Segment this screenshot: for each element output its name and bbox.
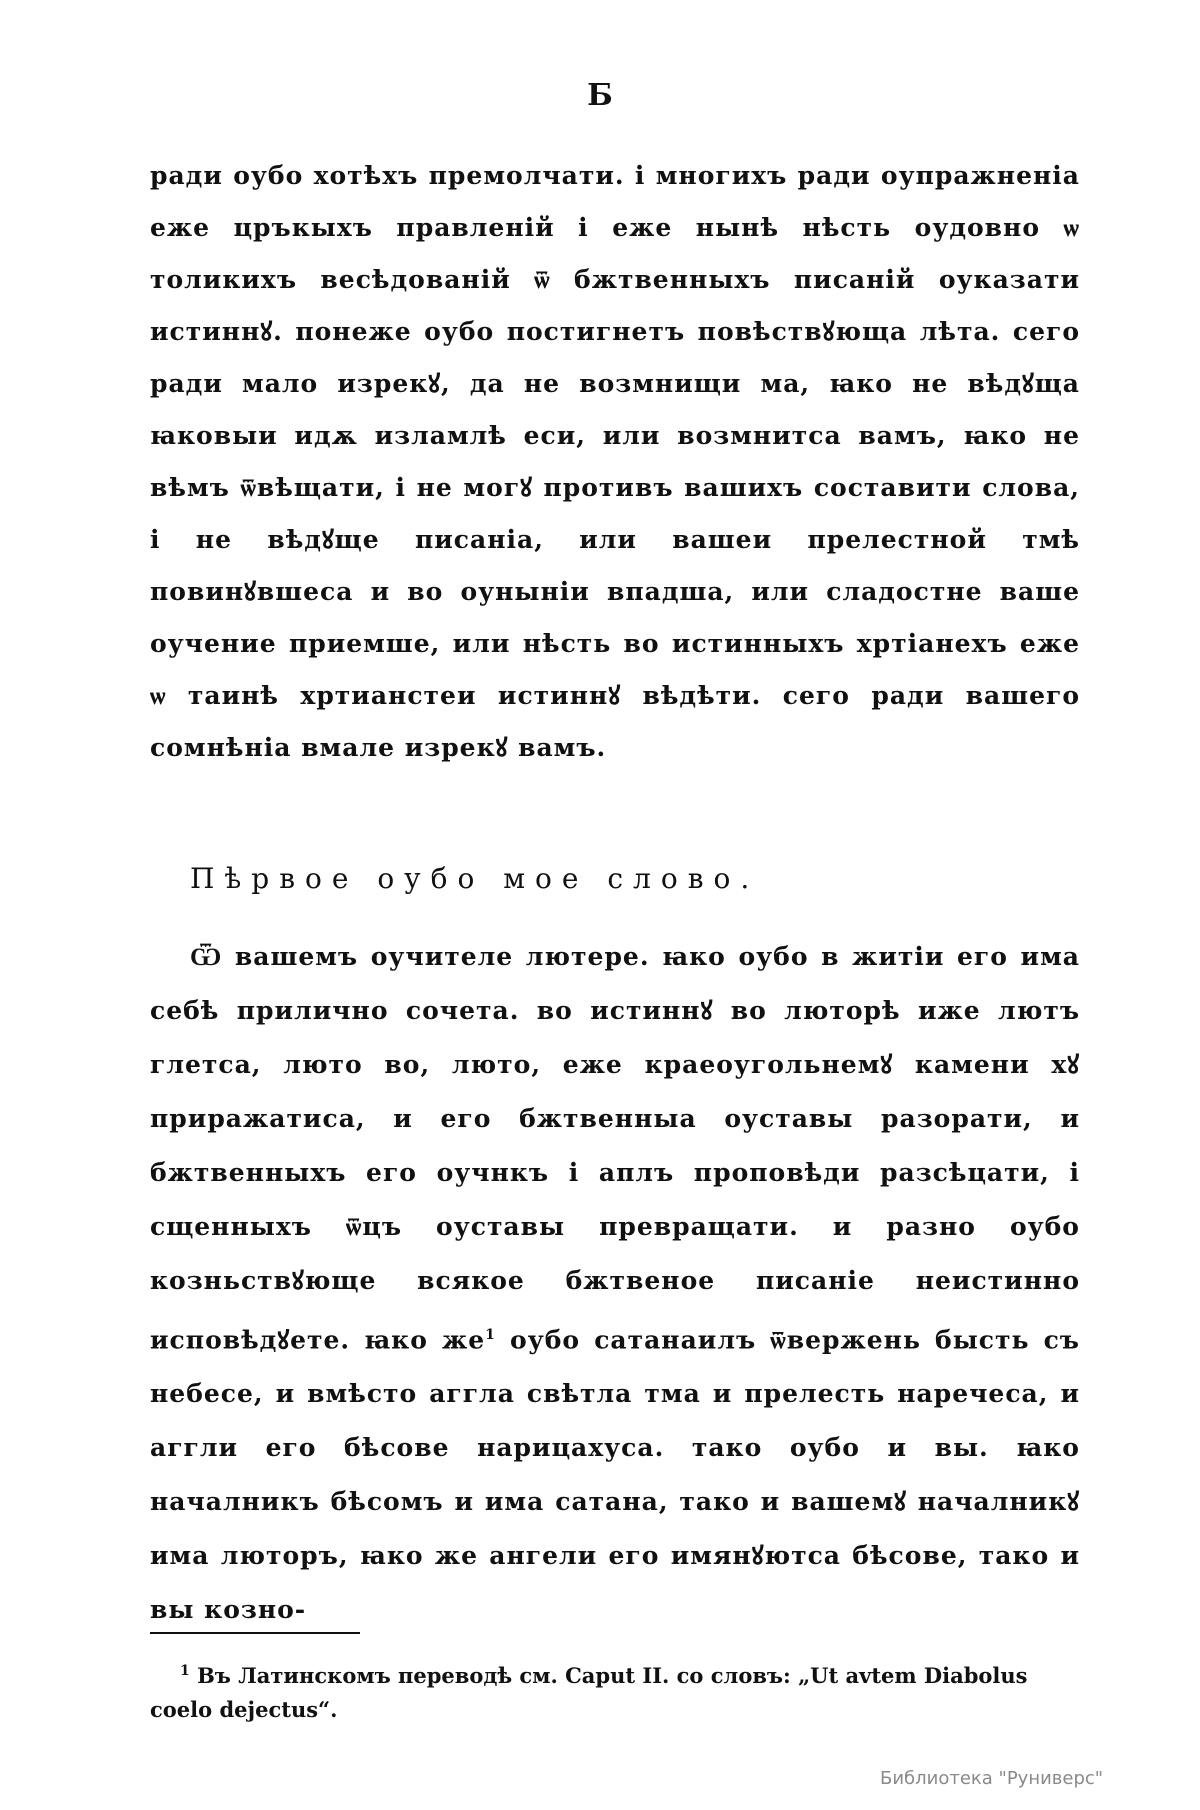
paragraph-2-text: Ѿ вашемъ оучителе лютере. ꙗко оубо в житіи его има себѣ прилично сочета. во истиннꙋ во люторѣ иже лютъ глетса, люто во, люто, еже краеоугольнемꙋ камени хꙋ приражатиса, и его бжтвенныа оуставы разорати, и бжтвенныхъ его оучнкъ і аплъ проповѣди разсѣцати, і сщенныхъ ѿцъ оуставы превращати. и разно оубо козньствꙋюще всякое бжтвеное писаніе неистинно исповѣдꙋете. ꙗко же [150, 942, 1080, 1355]
body-paragraph-2 [150, 930, 1080, 1637]
section-heading: Пѣрвое оубо мое слово. [190, 862, 760, 895]
footnote-marker: 1 [180, 1663, 190, 1679]
footnote [150, 1654, 1080, 1727]
library-watermark: Библиотека "Руниверс" [880, 1768, 1104, 1789]
body-paragraph-1: ради оубо хотѣхъ премолчати. і многихъ ради оупражненіа еже цръкыхъ правленій і еже нынѣ нѣсть оудовно ѡ толикихъ весѣдованій ѿ бжтвенныхъ писаній оуказати истиннꙋ. понеже оубо постигнетъ повѣствꙋюща лѣта. сего ради мало изрекꙋ, да не возмнищи ма, ꙗко не вѣдꙋща ꙗковыи идѫ изламлѣ еси, или возмнитса вамъ, ꙗко не вѣмъ ѿвѣщати, і не могꙋ противъ вашихъ составити слова, і не вѣдꙋще писаніа, или вашеи прелестной тмѣ повинꙋвшеса и во оуныніи впадша, или сладостне ваше оучение приемше, или нѣсть во истинныхъ хртіанехъ еже ѡ таинѣ хртианстеи истиннꙋ вѣдѣти. сего ради вашего сомнѣніа вмале изрекꙋ вамъ. [150, 161, 1080, 762]
footnote-reference: 1 [485, 1327, 496, 1343]
page-number: Б [587, 78, 613, 113]
footnote-text: Въ Латинскомъ переводѣ см. Caput II. со словъ: „Ut avtem Diabolus coelo dejectus“. [150, 1663, 1028, 1722]
paragraph-2-continued-text: оубо сатанаилъ ѿвержень бысть съ небесе, и вмѣсто аггла свѣтла тма и прелесть наречеса, и аггли его бѣсове нарицахуса. тако оубо и вы. ꙗко началникъ бѣсомъ и има сатана, тако и вашемꙋ началникꙋ има люторъ, ꙗко же ангели его имянꙋютса бѣсове, тако и вы козно- [150, 1325, 1080, 1625]
footnote-separator [150, 1632, 360, 1634]
